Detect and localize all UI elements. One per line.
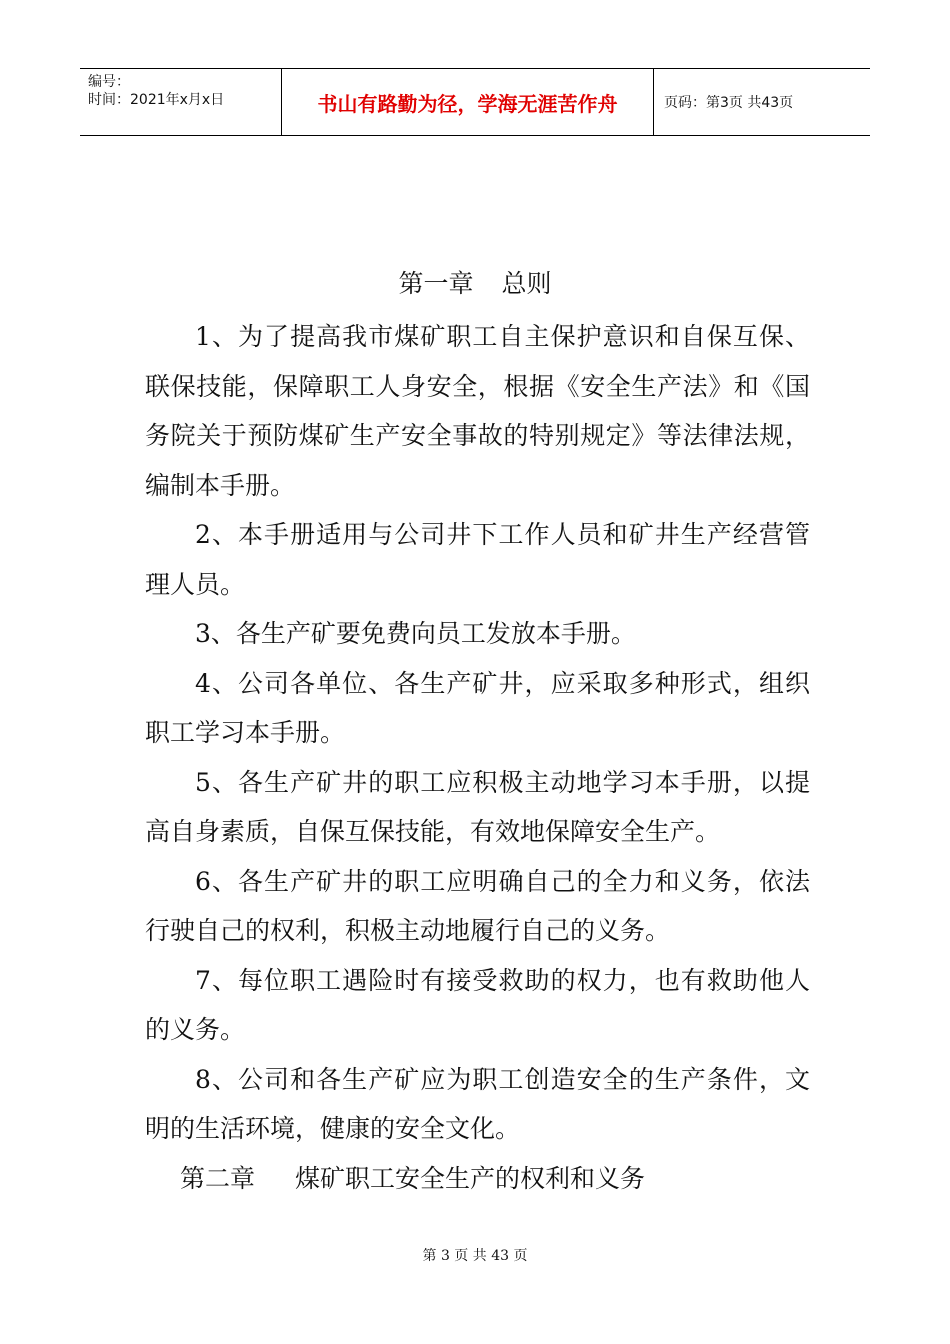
header-motto: 书山有路勤为径，学海无涯苦作舟 [282,69,654,135]
chapter-1-heading [0,266,950,302]
paragraph-1: 1、为了提高我市煤矿职工自主保护意识和自保互保、联保技能，保障职工人身安全，根据《安全生产法》和《国务院关于预防煤矿生产安全事故的特别规定》等法律法规，编制本手册。 [145,322,810,500]
paragraph-4: 4、公司各单位、各生产矿井，应采取多种形式，组织职工学习本手册。 [145,668,810,747]
paragraph-8: 8、公司和各生产矿应为职工创造安全的生产条件，文明的生活环境，健康的安全文化。 [145,1064,810,1143]
header-meta [80,69,282,135]
paragraph-6: 6、各生产矿井的职工应明确自己的全力和义务，依法行驶自己的权利，积极主动地履行自己的义务。 [145,866,810,945]
page-header [80,68,870,136]
chapter-2-title: 煤矿职工安全生产的权利和义务 [295,1164,646,1193]
chapter-1-body [145,312,810,1154]
chapter-2-number: 第二章 [180,1164,256,1193]
paragraph-7: 7、每位职工遇险时有接受救助的权力，也有救助他人的义务。 [145,965,810,1044]
code-label: 编号： [88,74,130,90]
date-label: 时间：2021年x月x日 [88,92,225,108]
paragraph-3: 3、各生产矿要免费向员工发放本手册。 [195,619,636,648]
paragraph-2: 2、本手册适用与公司井下工作人员和矿井生产经营管理人员。 [145,520,810,599]
chapter-1-number: 第一章 [398,269,474,298]
chapter-2-heading [180,1161,645,1197]
paragraph-5: 5、各生产矿井的职工应积极主动地学习本手册，以提高自身素质，自保互保技能，有效地保障安全生产。 [145,767,810,846]
header-page-info: 页码：第3页 共43页 [664,95,794,111]
page-footer: 第 3 页 共 43 页 [422,1248,528,1264]
chapter-1-title: 总则 [501,269,552,298]
